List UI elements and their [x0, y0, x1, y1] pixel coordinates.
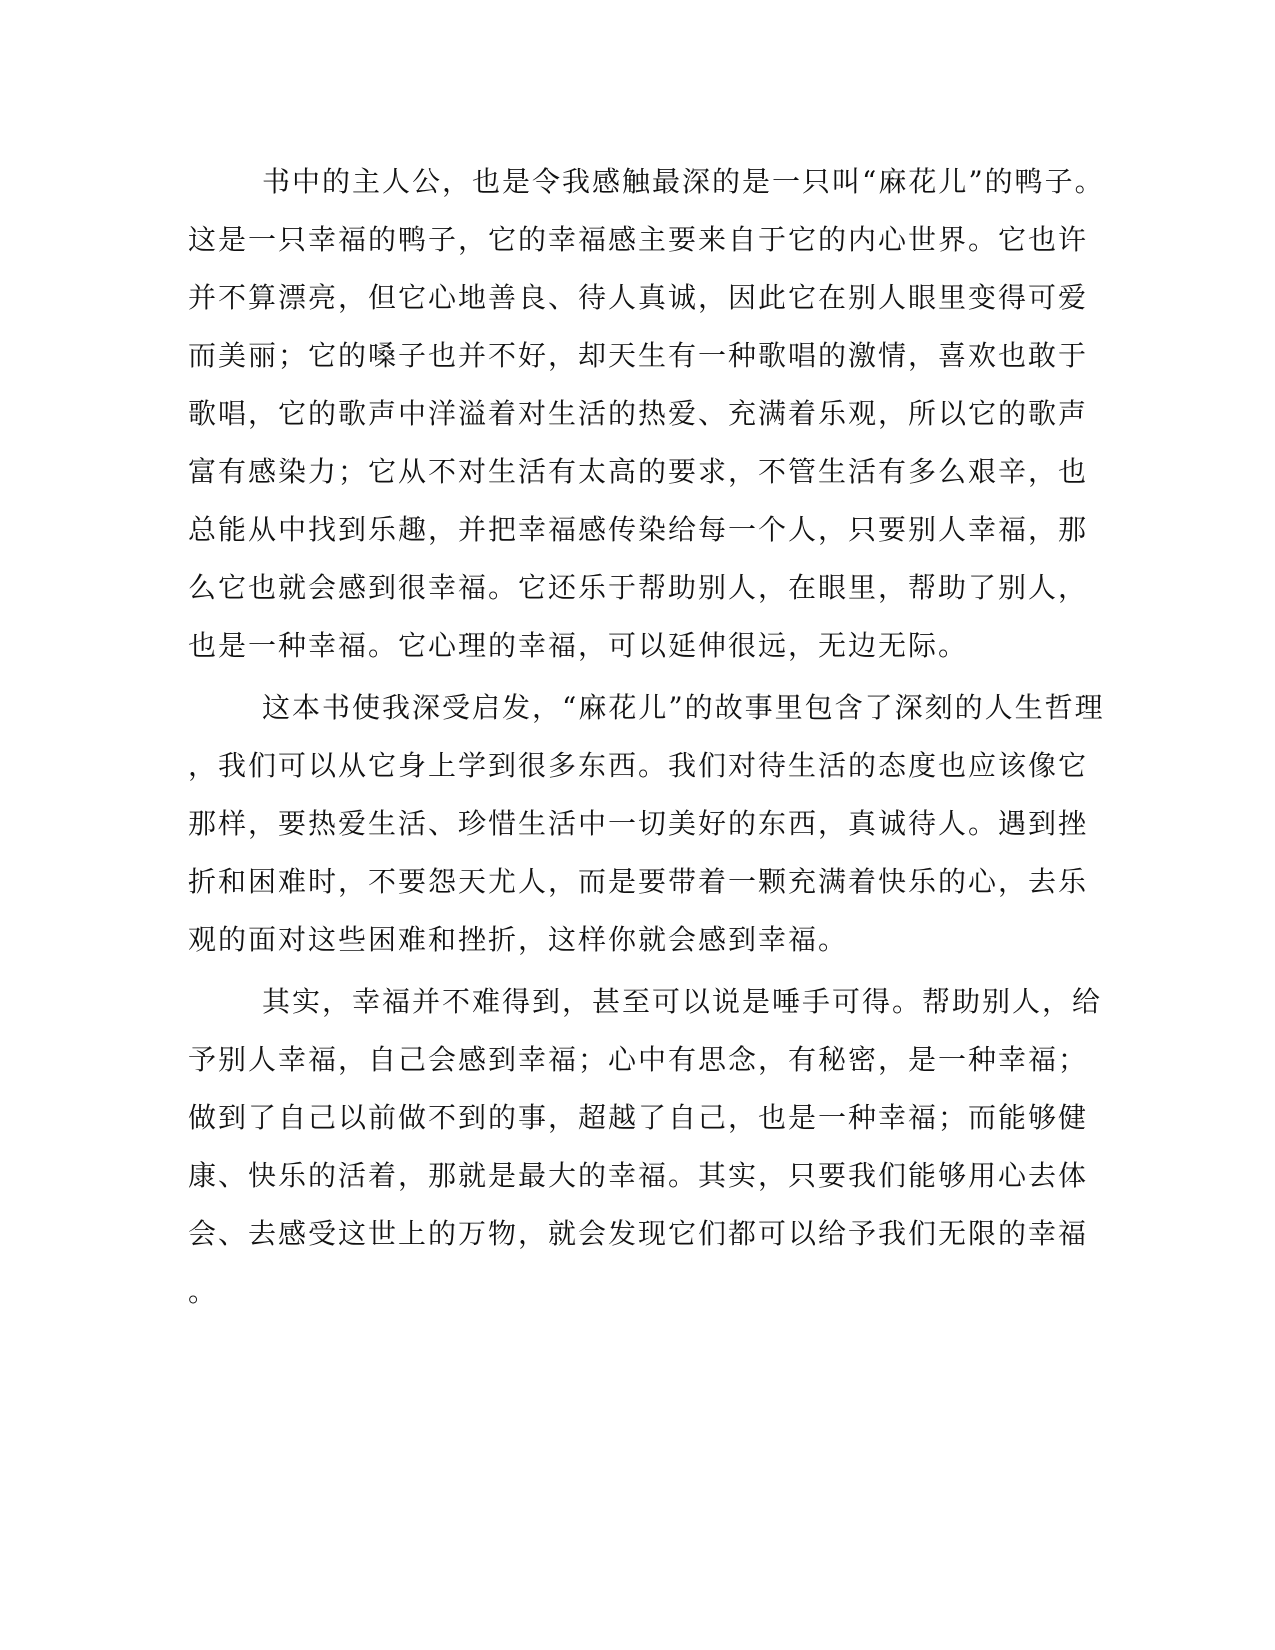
paragraph-2-line-2: ，我们可以从它身上学到很多东西。我们对待生活的态度也应该像它 [188, 749, 1089, 782]
paragraph-2-line-5: 观的面对这些困难和挫折，这样你就会感到幸福。 [188, 923, 849, 956]
paragraph-2-line-4: 折和困难时，不要怨天尤人，而是要带着一颗充满着快乐的心，去乐 [188, 865, 1089, 898]
paragraph-1-line-8: 么它也就会感到很幸福。它还乐于帮助别人，在眼里，帮助了别人， [188, 571, 1089, 604]
paragraph-1-line-1: 书中的主人公，也是令我感触最深的是一只叫“麻花儿”的鸭子。 [262, 165, 1105, 198]
paragraph-1-line-2: 这是一只幸福的鸭子，它的幸福感主要来自于它的内心世界。它也许 [188, 223, 1089, 256]
paragraph-1-line-3: 并不算漂亮，但它心地善良、待人真诚，因此它在别人眼里变得可爱 [188, 281, 1089, 314]
paragraph-1-line-4: 而美丽；它的嗓子也并不好，却天生有一种歌唱的激情，喜欢也敢于 [188, 339, 1089, 372]
paragraph-1-line-6: 富有感染力；它从不对生活有太高的要求，不管生活有多么艰辛，也 [188, 455, 1089, 488]
paragraph-3-line-1: 其实，幸福并不难得到，甚至可以说是唾手可得。帮助别人，给 [262, 985, 1103, 1018]
paragraph-3-line-4: 康、快乐的活着，那就是最大的幸福。其实，只要我们能够用心去体 [188, 1159, 1089, 1192]
paragraph-3-line-3: 做到了自己以前做不到的事，超越了自己，也是一种幸福；而能够健 [188, 1101, 1089, 1134]
paragraph-3-line-6: 。 [188, 1275, 219, 1308]
paragraph-3-line-5: 会、去感受这世上的万物，就会发现它们都可以给予我们无限的幸福 [188, 1217, 1089, 1250]
paragraph-1-line-7: 总能从中找到乐趣，并把幸福感传染给每一个人，只要别人幸福，那 [188, 513, 1089, 546]
paragraph-1-line-5: 歌唱，它的歌声中洋溢着对生活的热爱、充满着乐观，所以它的歌声 [188, 397, 1089, 430]
paragraph-3-line-2: 予别人幸福，自己会感到幸福；心中有思念，有秘密，是一种幸福； [188, 1043, 1089, 1076]
paragraph-1-line-9: 也是一种幸福。它心理的幸福，可以延伸很远，无边无际。 [188, 629, 969, 662]
paragraph-2-line-3: 那样，要热爱生活、珍惜生活中一切美好的东西，真诚待人。遇到挫 [188, 807, 1089, 840]
paragraph-2-line-1: 这本书使我深受启发，“麻花儿”的故事里包含了深刻的人生哲理 [262, 691, 1105, 724]
